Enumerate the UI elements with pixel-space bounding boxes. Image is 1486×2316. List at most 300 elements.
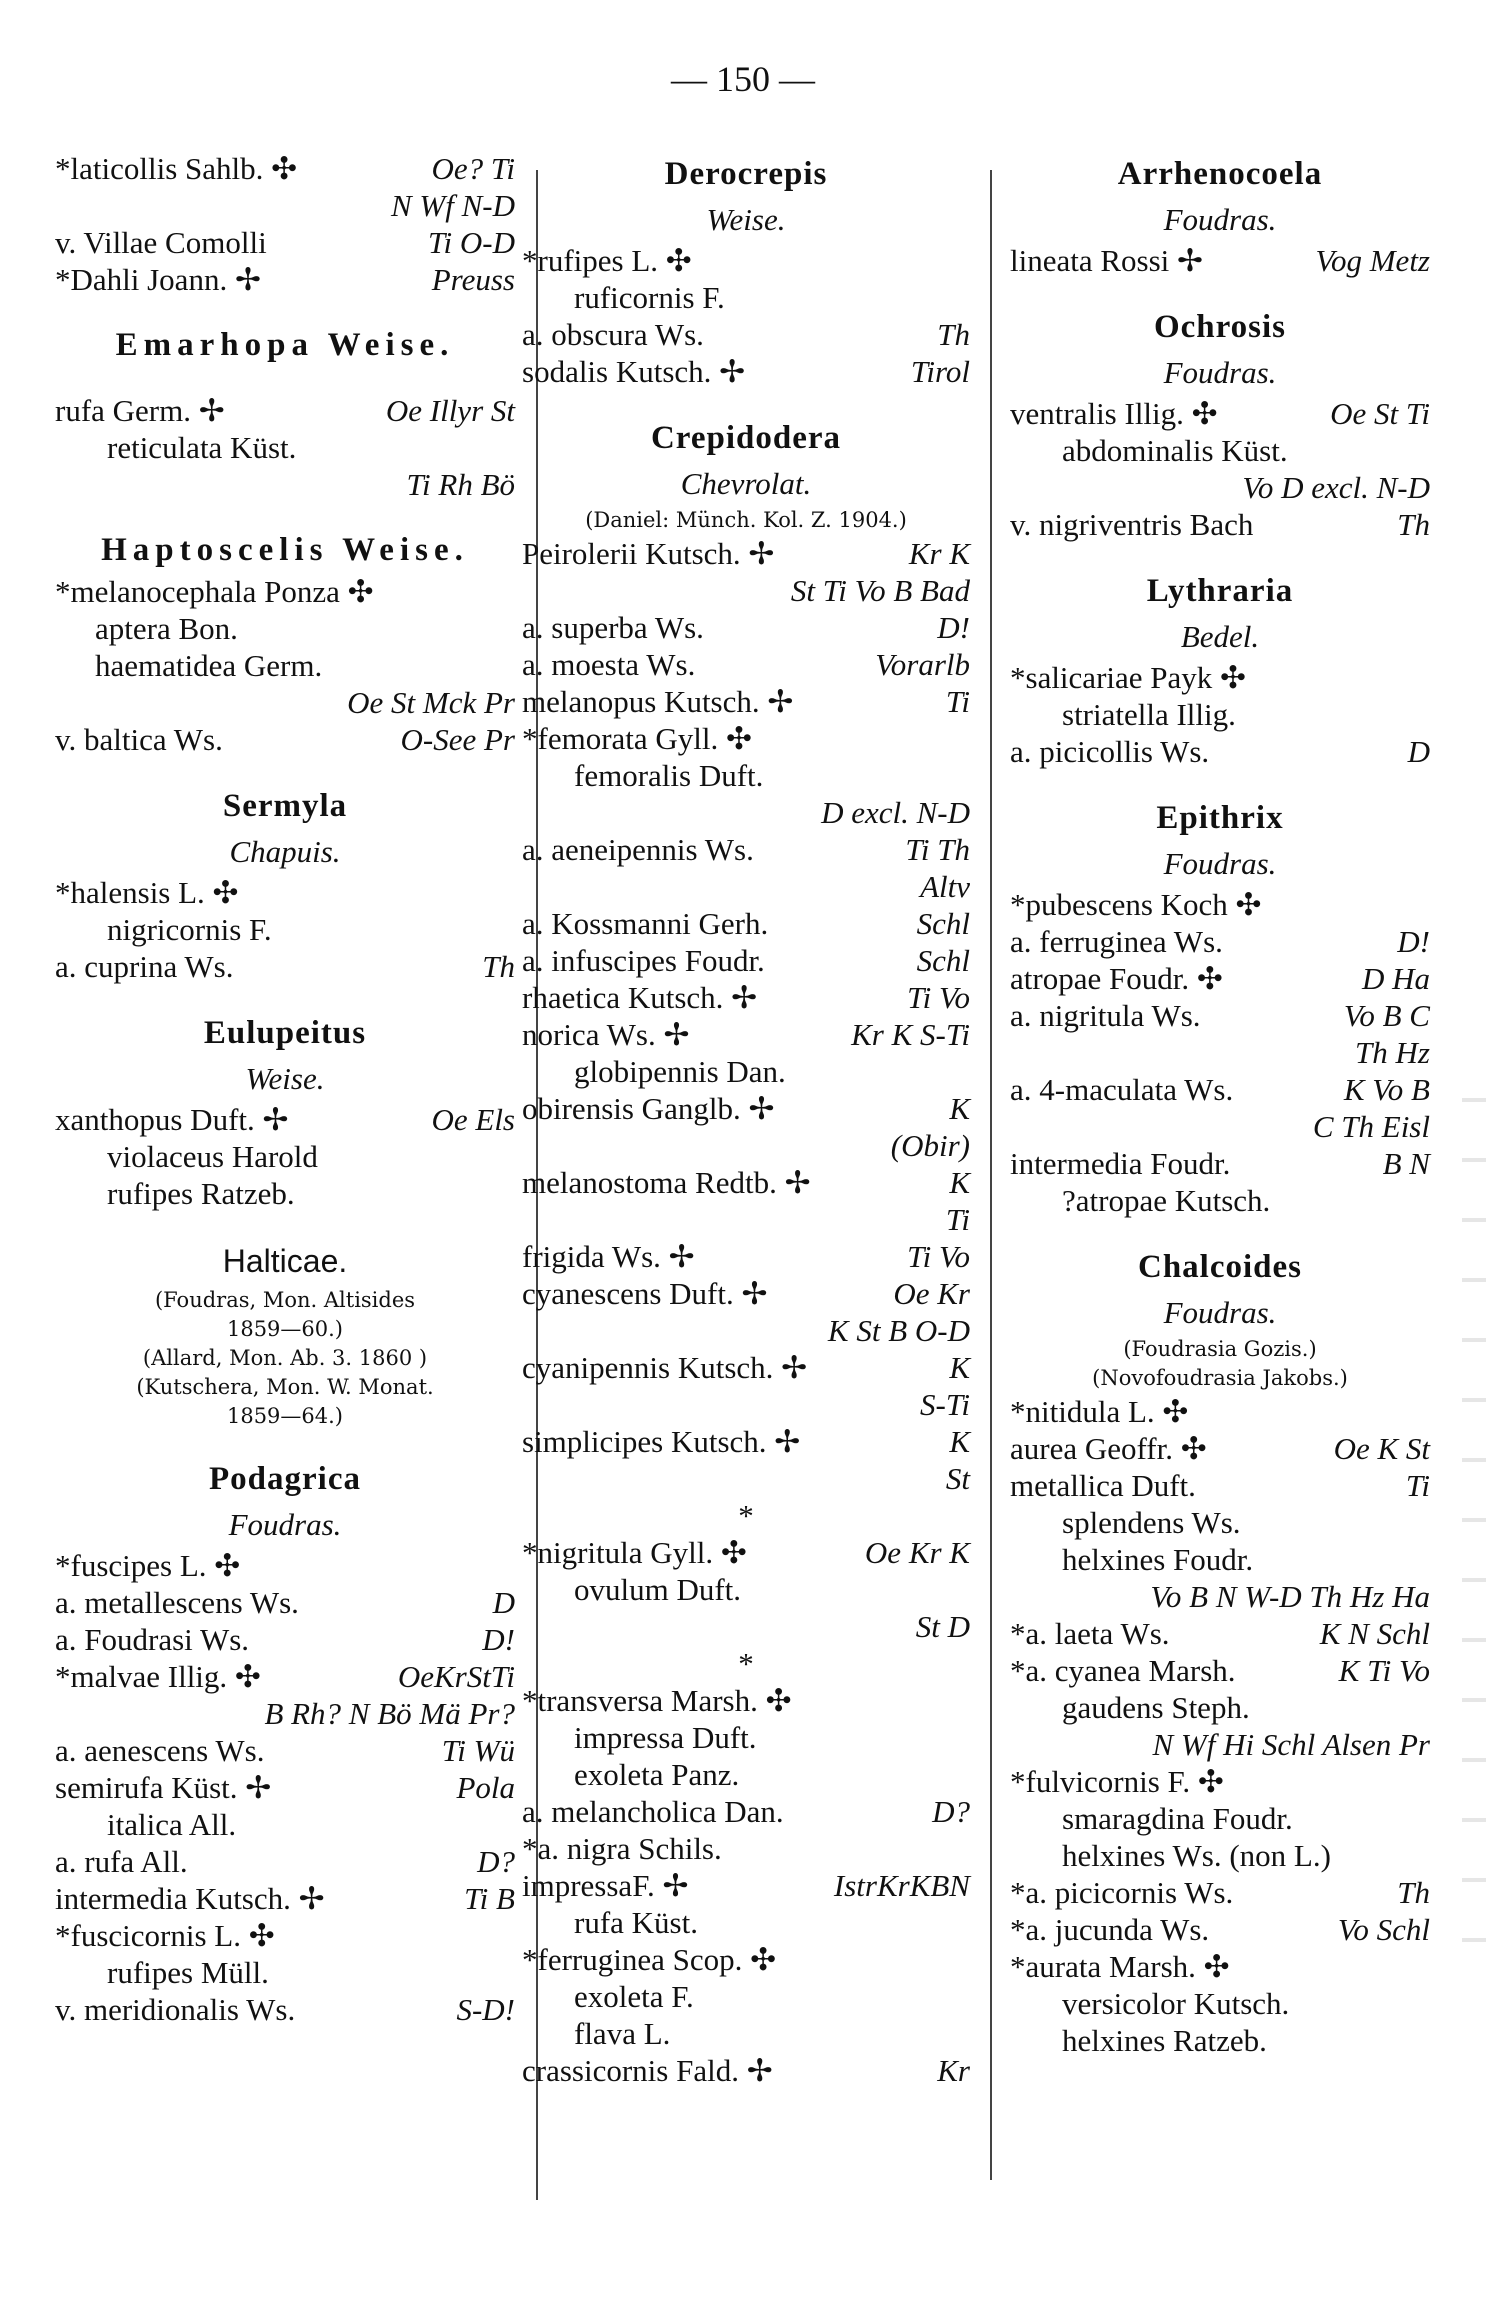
taxon-name: Arrhenocoela — [1117, 156, 1323, 192]
reference-note — [55, 1315, 515, 1344]
distribution-note: D? — [477, 1844, 515, 1879]
distribution-note: Kr K S-Ti — [851, 1017, 970, 1052]
genus-heading — [1010, 567, 1430, 615]
taxon-name: atropae Foudr. ✣ — [1010, 961, 1223, 996]
column-middle — [522, 150, 970, 2089]
distribution-note: D! — [482, 1622, 515, 1657]
taxon-name: globipennis Dan. — [574, 1054, 786, 1089]
taxon-name: violaceus Harold — [107, 1139, 318, 1174]
separator-star — [522, 1645, 970, 1682]
spacer — [55, 298, 515, 322]
column-divider — [990, 170, 992, 2180]
entry-line — [522, 683, 970, 720]
distribution-note: Kr K — [908, 536, 970, 571]
distribution-note: Ti Vo — [907, 980, 970, 1015]
entry-line — [522, 1386, 970, 1423]
distribution-note: Kr — [937, 2053, 970, 2088]
adjacent-page-edge — [1462, 1080, 1486, 1980]
distribution-note: O-See Pr — [400, 722, 515, 757]
taxon-name: melanostoma Redtb. ✢ — [522, 1165, 811, 1200]
taxon-name: reticulata Küst. — [107, 430, 297, 465]
distribution-note: K N Schl — [1319, 1616, 1430, 1651]
distribution-note: OeKrStTi — [397, 1659, 515, 1694]
taxon-name: Foudras. — [1163, 355, 1277, 390]
taxon-name: Haptoscelis Weise. — [101, 532, 469, 568]
synonym-line — [1010, 696, 1430, 733]
entry-line — [522, 1460, 970, 1497]
taxon-name: *rufipes L. ✣ — [522, 243, 692, 278]
distribution-note: Vorarlb — [875, 647, 970, 682]
genus-heading — [55, 1009, 515, 1057]
taxon-name: helxines Ws. (non L.) — [1062, 1838, 1331, 1873]
taxon-name: Chapuis. — [229, 834, 341, 869]
taxon-name: a. infuscipes Foudr. — [522, 943, 765, 978]
entry-line — [55, 1769, 515, 1806]
distribution-note: Oe? Ti — [431, 151, 515, 186]
distribution-note: (Obir) — [890, 1128, 970, 1163]
taxon-name: 1859—60.) — [226, 1317, 344, 1341]
entry-line — [55, 1732, 515, 1769]
distribution-note: K St B O-D — [827, 1313, 970, 1348]
entry-line — [1010, 1948, 1430, 1985]
taxon-name: *laticollis Sahlb. ✣ — [55, 151, 298, 186]
entry-line — [522, 1164, 970, 1201]
entry-line — [55, 948, 515, 985]
taxon-name: ventralis Illig. ✣ — [1010, 396, 1218, 431]
distribution-note: D — [1407, 734, 1430, 769]
spacer — [55, 985, 515, 1009]
entry-line — [55, 1695, 515, 1732]
entry-line — [522, 905, 970, 942]
taxon-name: impressaF. ✢ — [522, 1868, 689, 1903]
taxon-name: haematidea Germ. — [95, 648, 323, 683]
separator-star — [522, 1497, 970, 1534]
distribution-note: Vog Metz — [1315, 243, 1430, 278]
taxon-name: (Foudras, Mon. Altisides — [154, 1288, 416, 1312]
entry-line — [1010, 1467, 1430, 1504]
taxon-name: Podagrica — [209, 1461, 361, 1497]
distribution-note: Oe St Ti — [1330, 396, 1430, 431]
entry-line — [522, 1127, 970, 1164]
taxon-name: Foudras. — [228, 1507, 342, 1542]
reference-note — [1010, 1364, 1430, 1393]
entry-line — [522, 1793, 970, 1830]
distribution-note: N Wf N-D — [391, 188, 515, 223]
entry-line — [55, 1843, 515, 1880]
taxon-name: (Foudrasia Gozis.) — [1123, 1337, 1317, 1361]
entry-line — [55, 1621, 515, 1658]
taxon-name: exoleta Panz. — [574, 1757, 740, 1792]
taxon-name: rufipes Müll. — [107, 1955, 269, 1990]
entry-line — [522, 1275, 970, 1312]
synonym-line — [1010, 1182, 1430, 1219]
entry-line — [55, 684, 515, 721]
distribution-note: Schl — [916, 943, 970, 978]
genus-author — [1010, 615, 1430, 659]
entry-line — [1010, 1145, 1430, 1182]
entry-line — [55, 573, 515, 610]
entry-line — [522, 2052, 970, 2089]
entry-line — [55, 1101, 515, 1138]
spacer — [522, 390, 970, 414]
entry-line — [522, 316, 970, 353]
distribution-note: N Wf Hi Schl Alsen Pr — [1152, 1727, 1430, 1762]
taxon-name: crassicornis Fald. ✢ — [522, 2053, 773, 2088]
taxon-name: a. rufa All. — [55, 1844, 188, 1879]
taxon-name: v. baltica Ws. — [55, 722, 223, 757]
taxon-name: * — [738, 1498, 754, 1533]
reference-note — [55, 1286, 515, 1315]
entry-line — [1010, 1726, 1430, 1763]
synonym-line — [522, 1571, 970, 1608]
taxon-name: Bedel. — [1180, 619, 1260, 654]
taxon-name: Weise. — [706, 202, 786, 237]
taxon-name: v. nigriventris Bach — [1010, 507, 1254, 542]
taxon-name: a. superba Ws. — [522, 610, 704, 645]
distribution-note: D? — [932, 1794, 970, 1829]
taxon-name: *a. jucunda Ws. — [1010, 1912, 1210, 1947]
distribution-note: Altv — [920, 869, 970, 904]
entry-line — [55, 1917, 515, 1954]
synonym-line — [1010, 1541, 1430, 1578]
column-right — [1010, 150, 1430, 2059]
taxon-name: Emarhopa Weise. — [115, 327, 455, 363]
section-heading — [55, 1236, 515, 1286]
distribution-note: C Th Eisl — [1312, 1109, 1430, 1144]
taxon-name: a. aenescens Ws. — [55, 1733, 265, 1768]
genus-author — [1010, 198, 1430, 242]
distribution-note: K Ti Vo — [1338, 1653, 1430, 1688]
entry-line — [522, 1238, 970, 1275]
distribution-note: D excl. N-D — [821, 795, 970, 830]
taxon-name: a. Foudrasi Ws. — [55, 1622, 250, 1657]
taxon-name: (Allard, Mon. Ab. 3. 1860 ) — [142, 1346, 428, 1370]
taxon-name: Sermyla — [222, 788, 348, 824]
entry-line — [1010, 1108, 1430, 1145]
entry-line — [522, 1016, 970, 1053]
distribution-note: S-D! — [456, 1992, 515, 2027]
spacer — [55, 1212, 515, 1236]
taxon-name: lineata Rossi ✢ — [1010, 243, 1204, 278]
taxon-name: *melanocephala Ponza ✣ — [55, 574, 374, 609]
synonym-line — [1010, 1504, 1430, 1541]
synonym-line — [522, 2015, 970, 2052]
entry-line — [522, 1830, 970, 1867]
distribution-note: K Vo B — [1343, 1072, 1430, 1107]
synonym-line — [1010, 2022, 1430, 2059]
genus-author — [55, 1057, 515, 1101]
taxon-name: aurea Geoffr. ✣ — [1010, 1431, 1207, 1466]
synonym-line — [522, 757, 970, 794]
entry-line — [1010, 395, 1430, 432]
taxon-name: *nigritula Gyll. ✣ — [522, 1535, 747, 1570]
taxon-name: a. metallescens Ws. — [55, 1585, 299, 1620]
taxon-name: abdominalis Küst. — [1062, 433, 1288, 468]
taxon-name: intermedia Kutsch. ✢ — [55, 1881, 325, 1916]
entry-line — [55, 1658, 515, 1695]
entry-line — [522, 646, 970, 683]
distribution-note: Th — [937, 317, 970, 352]
distribution-note: B N — [1382, 1146, 1430, 1181]
taxon-name: (Daniel: Münch. Kol. Z. 1904.) — [585, 508, 907, 532]
entry-line — [55, 1547, 515, 1584]
taxon-name: (Kutschera, Mon. W. Monat. — [136, 1375, 434, 1399]
entry-line — [522, 720, 970, 757]
distribution-note: D! — [1397, 924, 1430, 959]
page-number: — 150 — — [671, 59, 815, 99]
synonym-line — [55, 1954, 515, 1991]
taxon-name: xanthopus Duft. ✢ — [55, 1102, 289, 1137]
entry-line — [1010, 242, 1430, 279]
entry-line — [522, 1349, 970, 1386]
distribution-note: Oe Els — [431, 1102, 515, 1137]
synonym-line — [522, 1978, 970, 2015]
taxon-name: Weise. — [245, 1061, 325, 1096]
spacer — [55, 503, 515, 527]
distribution-note: D — [492, 1585, 515, 1620]
taxon-name: *salicariae Payk ✣ — [1010, 660, 1246, 695]
entry-line — [55, 187, 515, 224]
spacer — [1010, 543, 1430, 567]
taxon-name: 1859—64.) — [226, 1404, 344, 1428]
genus-author — [55, 1503, 515, 1547]
taxon-name: rhaetica Kutsch. ✢ — [522, 980, 758, 1015]
entry-line — [55, 392, 515, 429]
entry-line — [522, 1534, 970, 1571]
entry-line — [1010, 960, 1430, 997]
genus-heading — [1010, 150, 1430, 198]
spacer — [55, 758, 515, 782]
distribution-note: Oe Kr K — [864, 1535, 970, 1570]
taxon-name: gaudens Steph. — [1062, 1690, 1250, 1725]
taxon-name: smaragdina Foudr. — [1062, 1801, 1293, 1836]
taxon-name: rufa Germ. ✢ — [55, 393, 225, 428]
reference-note — [1010, 1335, 1430, 1364]
distribution-note: Ti Rh Bö — [406, 467, 515, 502]
taxon-name: a. obscura Ws. — [522, 317, 704, 352]
entry-line — [522, 831, 970, 868]
distribution-note: Schl — [916, 906, 970, 941]
genus-author — [1010, 351, 1430, 395]
taxon-name: *a. laeta Ws. — [1010, 1616, 1170, 1651]
entry-line — [522, 1090, 970, 1127]
entry-line — [522, 794, 970, 831]
entry-line — [55, 1584, 515, 1621]
distribution-note: Th — [1397, 507, 1430, 542]
taxon-name: helxines Foudr. — [1062, 1542, 1254, 1577]
synonym-line — [1010, 1837, 1430, 1874]
taxon-name: femoralis Duft. — [574, 758, 764, 793]
distribution-note: K — [949, 1091, 970, 1126]
taxon-name: aptera Bon. — [95, 611, 238, 646]
taxon-name: Halticae. — [222, 1243, 348, 1279]
entry-line — [1010, 1430, 1430, 1467]
taxon-name: ruficornis F. — [574, 280, 725, 315]
entry-line — [1010, 997, 1430, 1034]
synonym-line — [55, 610, 515, 647]
synonym-line — [55, 1138, 515, 1175]
taxon-name: Chevrolat. — [680, 466, 812, 501]
reference-note — [55, 1402, 515, 1431]
taxon-name: *ferruginea Scop. ✣ — [522, 1942, 777, 1977]
taxon-name: *fuscipes L. ✣ — [55, 1548, 241, 1583]
entry-line — [55, 721, 515, 758]
taxon-name: splendens Ws. — [1062, 1505, 1241, 1540]
taxon-name: exoleta F. — [574, 1979, 694, 2014]
genus-heading — [1010, 1243, 1430, 1291]
distribution-note: Vo D excl. N-D — [1242, 470, 1430, 505]
taxon-name: (Novofoudrasia Jakobs.) — [1092, 1366, 1348, 1390]
entry-line — [522, 1941, 970, 1978]
distribution-note: St D — [915, 1609, 970, 1644]
taxon-name: Lythraria — [1146, 573, 1294, 609]
genus-author — [1010, 1291, 1430, 1335]
taxon-name: *a. nigra Schils. — [522, 1831, 722, 1866]
taxon-name: sodalis Kutsch. ✢ — [522, 354, 746, 389]
distribution-note: St Ti Vo B Bad — [790, 573, 970, 608]
distribution-note: B Rh? N Bö Mä Pr? — [264, 1696, 515, 1731]
distribution-note: S-Ti — [920, 1387, 970, 1422]
taxon-name: semirufa Küst. ✢ — [55, 1770, 272, 1805]
distribution-note: Preuss — [431, 262, 515, 297]
distribution-note: IstrKrKBN — [833, 1868, 970, 1903]
distribution-note: Oe Illyr St — [385, 393, 515, 428]
taxon-name: frigida Ws. ✢ — [522, 1239, 695, 1274]
taxon-name: *fuscicornis L. ✣ — [55, 1918, 275, 1953]
distribution-note: Ti — [945, 1202, 970, 1237]
taxon-name: cyanescens Duft. ✢ — [522, 1276, 768, 1311]
synonym-line — [55, 1806, 515, 1843]
distribution-note: Vo B C — [1343, 998, 1430, 1033]
distribution-note: K — [949, 1350, 970, 1385]
spacer — [1010, 279, 1430, 303]
entry-line — [55, 261, 515, 298]
taxon-name: a. picicollis Ws. — [1010, 734, 1210, 769]
distribution-note: Vo B N W-D Th Hz Ha — [1150, 1579, 1430, 1614]
entry-line — [1010, 1071, 1430, 1108]
genus-heading — [55, 527, 515, 573]
taxon-name: striatella Illig. — [1062, 697, 1236, 732]
distribution-note: Oe K St — [1333, 1431, 1430, 1466]
entry-line — [1010, 1034, 1430, 1071]
genus-author — [1010, 842, 1430, 886]
taxon-name: Crepidodera — [650, 420, 842, 456]
distribution-note: Ti B — [464, 1881, 515, 1916]
taxon-name: norica Ws. ✢ — [522, 1017, 690, 1052]
taxon-name: Foudras. — [1163, 1295, 1277, 1330]
distribution-note: Tirol — [910, 354, 970, 389]
taxon-name: versicolor Kutsch. — [1062, 1986, 1290, 2021]
entry-line — [1010, 506, 1430, 543]
entry-line — [55, 150, 515, 187]
spacer — [1010, 1219, 1430, 1243]
synonym-line — [522, 1053, 970, 1090]
genus-heading — [55, 322, 515, 368]
taxon-name: *Dahli Joann. ✢ — [55, 262, 261, 297]
entry-line — [1010, 733, 1430, 770]
taxon-name: melanopus Kutsch. ✢ — [522, 684, 794, 719]
taxon-name: rufa Küst. — [574, 1905, 698, 1940]
entry-line — [55, 466, 515, 503]
taxon-name: *pubescens Koch ✣ — [1010, 887, 1262, 922]
distribution-note: St — [945, 1461, 970, 1496]
entry-line — [522, 1867, 970, 1904]
taxon-name: *nitidula L. ✣ — [1010, 1394, 1189, 1429]
reference-note — [522, 506, 970, 535]
genus-heading — [55, 1455, 515, 1503]
entry-line — [55, 1880, 515, 1917]
synonym-line — [55, 647, 515, 684]
entry-line — [522, 1682, 970, 1719]
entry-line — [1010, 886, 1430, 923]
synonym-line — [522, 1756, 970, 1793]
column-left — [55, 150, 515, 2028]
taxon-name: a. cuprina Ws. — [55, 949, 234, 984]
distribution-note: Th — [482, 949, 515, 984]
entry-line — [1010, 1615, 1430, 1652]
taxon-name: *malvae Illig. ✣ — [55, 1659, 261, 1694]
synonym-line — [522, 1904, 970, 1941]
entry-line — [1010, 1652, 1430, 1689]
entry-line — [522, 942, 970, 979]
synonym-line — [1010, 1689, 1430, 1726]
taxon-name: cyanipennis Kutsch. ✢ — [522, 1350, 808, 1385]
taxon-name: ?atropae Kutsch. — [1062, 1183, 1271, 1218]
genus-heading — [522, 150, 970, 198]
taxon-name: nigricornis F. — [107, 912, 272, 947]
entry-line — [522, 242, 970, 279]
entry-line — [1010, 1911, 1430, 1948]
taxon-name: *a. picicornis Ws. — [1010, 1875, 1234, 1910]
distribution-note: Ti Vo — [907, 1239, 970, 1274]
taxon-name: a. nigritula Ws. — [1010, 998, 1201, 1033]
distribution-note: Ti Th — [905, 832, 970, 867]
taxon-name: Epithrix — [1156, 800, 1284, 836]
entry-line — [1010, 1393, 1430, 1430]
taxon-name: obirensis Ganglb. ✢ — [522, 1091, 775, 1126]
taxon-name: a. 4-maculata Ws. — [1010, 1072, 1234, 1107]
synonym-line — [55, 1175, 515, 1212]
distribution-note: Oe St Mck Pr — [347, 685, 515, 720]
entry-line — [522, 535, 970, 572]
taxon-name: Derocrepis — [664, 156, 828, 192]
distribution-note: D! — [937, 610, 970, 645]
taxon-name: v. meridionalis Ws. — [55, 1992, 296, 2027]
taxon-name: Peirolerii Kutsch. ✢ — [522, 536, 775, 571]
entry-line — [522, 353, 970, 390]
spacer — [1010, 770, 1430, 794]
genus-heading — [1010, 303, 1430, 351]
entry-line — [522, 609, 970, 646]
distribution-note: Ti O-D — [428, 225, 515, 260]
taxon-name: Chalcoides — [1137, 1249, 1302, 1285]
taxon-name: metallica Duft. — [1010, 1468, 1196, 1503]
taxon-name: Foudras. — [1163, 846, 1277, 881]
synonym-line — [1010, 1985, 1430, 2022]
spacer — [55, 368, 515, 392]
taxon-name: *femorata Gyll. ✣ — [522, 721, 752, 756]
entry-line — [1010, 1763, 1430, 1800]
taxon-name: helxines Ratzeb. — [1062, 2023, 1267, 2058]
entry-line — [1010, 923, 1430, 960]
distribution-note: D Ha — [1361, 961, 1430, 996]
entry-line — [522, 1312, 970, 1349]
genus-author — [522, 462, 970, 506]
entry-line — [522, 572, 970, 609]
entry-line — [1010, 659, 1430, 696]
taxon-name: flava L. — [574, 2016, 671, 2051]
taxon-name: *transversa Marsh. ✣ — [522, 1683, 792, 1718]
